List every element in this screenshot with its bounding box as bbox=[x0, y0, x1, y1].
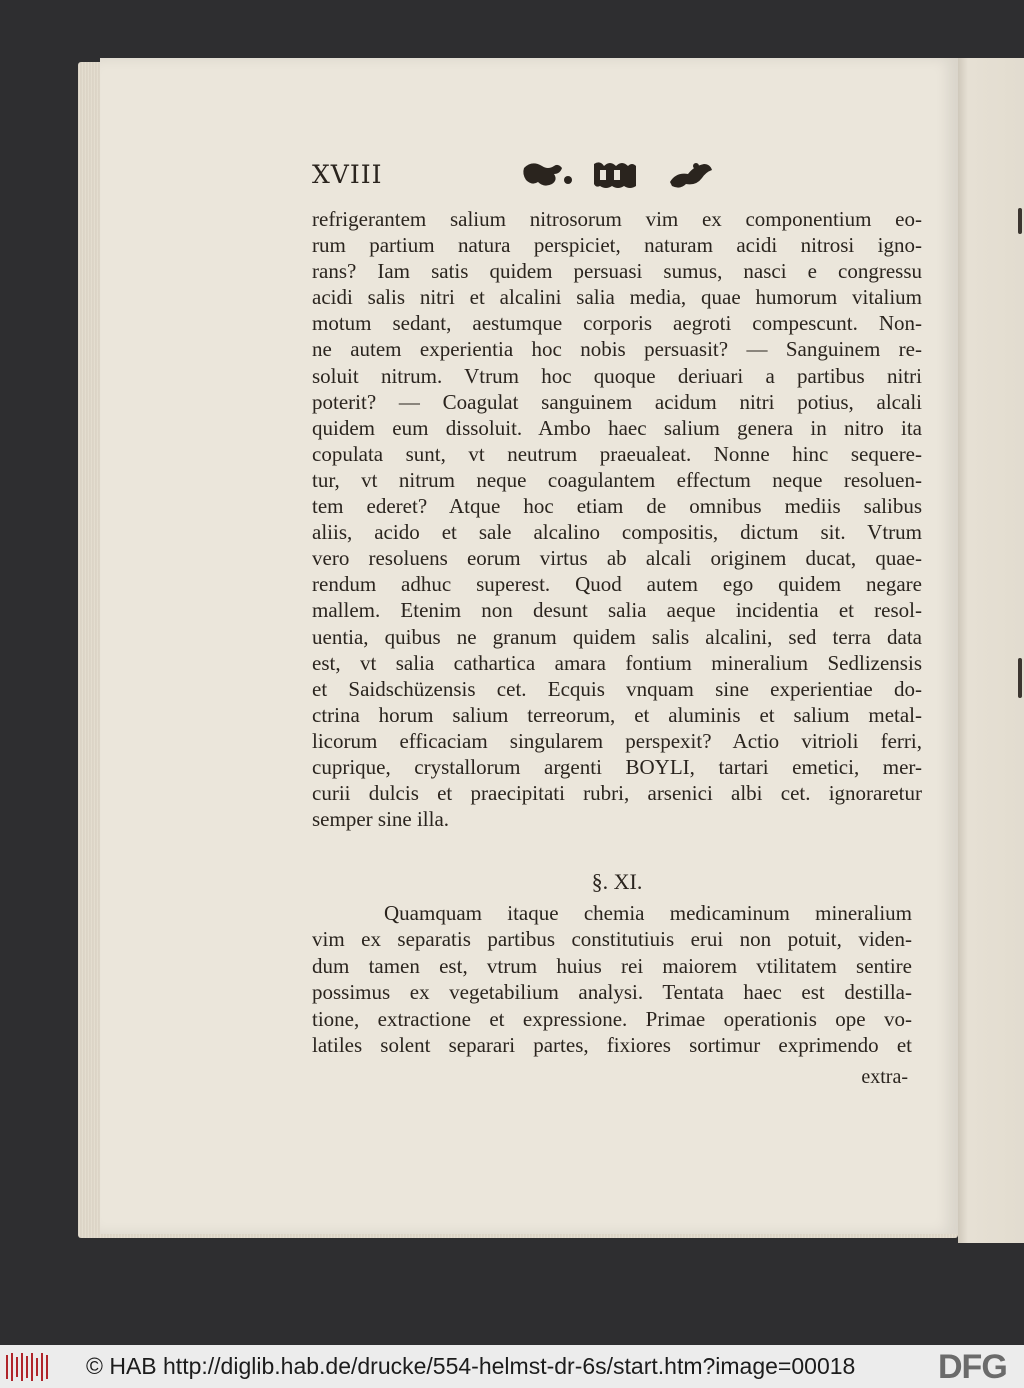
text-line: et Saidschüzensis cet. Ecquis vnquam sine experientiae do- bbox=[312, 676, 922, 701]
facing-page-edge bbox=[958, 58, 1024, 1243]
text-line: poterit? — Coagulat sanguinem acidum nitri potius, alcali bbox=[312, 389, 922, 414]
text-line: vim ex separatis partibus constitutiuis erui non potuit, viden- bbox=[312, 927, 912, 952]
page-number: XVIII bbox=[312, 160, 383, 189]
hab-barcode-logo-icon bbox=[6, 1353, 50, 1381]
text-line: curii dulcis et praecipitati rubri, arsenici albi cet. ignoraretur bbox=[312, 781, 922, 806]
text-line: possimus ex vegetabilium analysi. Tentata haec est destilla- bbox=[312, 980, 912, 1005]
section-heading: §. XI. bbox=[591, 869, 643, 894]
main-paragraph bbox=[312, 206, 922, 832]
text-line: uentia, quibus ne granum quidem salis alcalini, sed terra data bbox=[312, 624, 922, 649]
text-line: acidi salis nitri et alcalini salia media, quae humorum vitalium bbox=[312, 285, 922, 310]
page-header bbox=[312, 160, 718, 196]
catchword: extra- bbox=[861, 1066, 908, 1088]
text-line: latiles solent separari partes, fixiores sortimur exprimendo et bbox=[312, 1032, 912, 1057]
text-line: rum partium natura perspiciet, naturam acidi nitrosi igno- bbox=[312, 233, 922, 258]
text-line: semper sine illa. bbox=[312, 807, 450, 832]
text-line: refrigerantem salium nitrosorum vim ex componentium eo- bbox=[312, 207, 922, 231]
facing-page-mark bbox=[1018, 208, 1022, 234]
text-line: tur, vt nitrum neque coagulantem effectum neque resoluen- bbox=[312, 467, 922, 492]
text-line: mallem. Etenim non desunt salia aeque incidentia et resol- bbox=[312, 598, 922, 623]
text-line: tione, extractione et expressione. Primae operationis ope vo- bbox=[312, 1006, 912, 1031]
text-line: vero resoluens eorum virtus ab alcali originem ducat, quae- bbox=[312, 546, 922, 571]
text-line: Quamquam itaque chemia medicaminum mineralium bbox=[384, 901, 912, 925]
text-line: tem ederet? Atque hoc etiam de omnibus mediis salibus bbox=[312, 494, 922, 519]
facing-page-mark bbox=[1018, 658, 1022, 698]
text-line: copulata sunt, vt neutrum praeualeat. Nonne hinc sequere- bbox=[312, 441, 922, 466]
text-line: quidem eum dissoluit. Ambo haec salium genera in nitro ita bbox=[312, 415, 922, 440]
text-line: ne autem experientia hoc nobis persuasit? — Sanguinem re- bbox=[312, 337, 922, 362]
decorative-headpiece-icon bbox=[520, 158, 720, 192]
viewer-footer bbox=[0, 1345, 1024, 1388]
text-line: dum tamen est, vtrum huius rei maiorem vtilitatem sentire bbox=[312, 953, 912, 978]
text-line: aliis, acido et sale alcalino compositis, dictum sit. Vtrum bbox=[312, 520, 922, 545]
text-line: cuprique, crystallorum argenti BOYLI, tartari emetici, mer- bbox=[312, 754, 922, 779]
dfg-logo: DFG bbox=[938, 1348, 1007, 1386]
text-line: motum sedant, aestumque corporis aegroti compescunt. Non- bbox=[312, 311, 922, 336]
text-line: ctrina horum salium terreorum, et aluminis et salium metal- bbox=[312, 702, 922, 727]
text-line: soluit nitrum. Vtrum hoc quoque deriuari a partibus nitri bbox=[312, 363, 922, 388]
text-line: licorum efficaciam singularem perspexit? Actio vitrioli ferri, bbox=[312, 728, 922, 753]
text-line: est, vt salia cathartica amara fontium mineralium Sedlizensis bbox=[312, 650, 922, 675]
copyright-url[interactable]: © HAB http://diglib.hab.de/drucke/554-helmst-dr-6s/start.htm?image=00018 bbox=[86, 1353, 856, 1379]
second-paragraph bbox=[312, 900, 912, 1058]
text-line: rendum adhuc superest. Quod autem ego quidem negare bbox=[312, 572, 922, 597]
text-line: rans? Iam satis quidem persuasi sumus, nasci e congressu bbox=[312, 259, 922, 284]
